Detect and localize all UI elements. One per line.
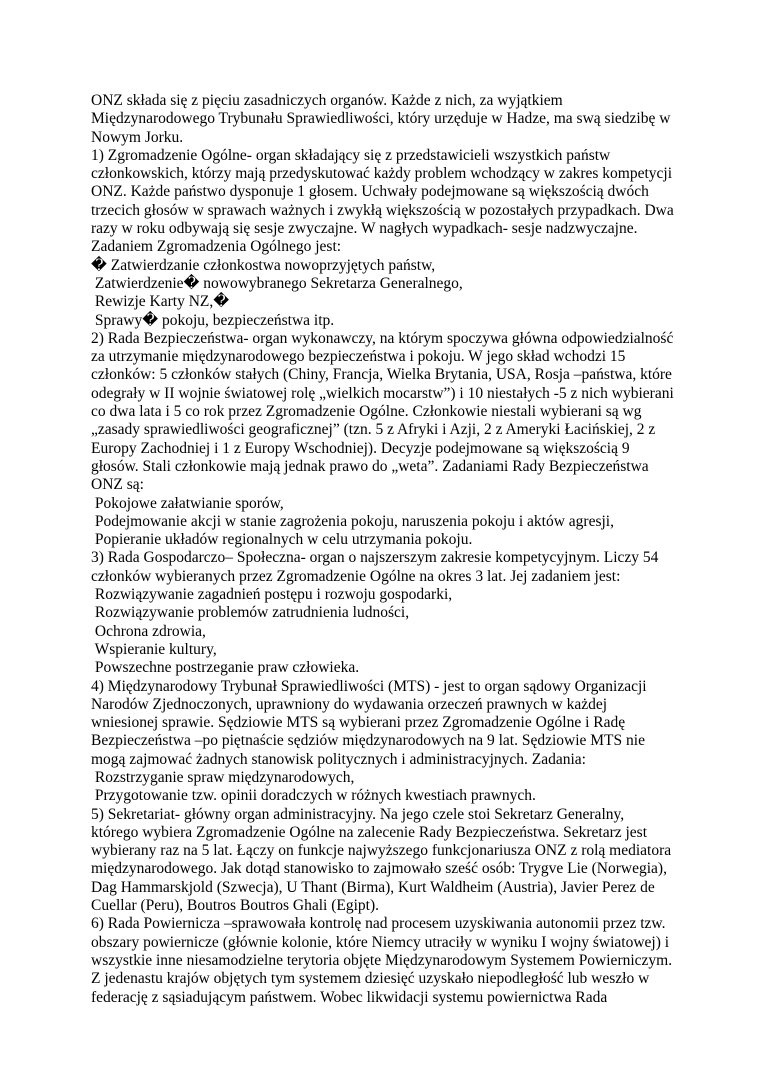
text-line: Wspieranie kultury,	[91, 640, 217, 658]
text-line: Bezpieczeństwa –po piętnaście sędziów międzynarodowych na 9 lat. Sędziowie MTS nie	[91, 732, 645, 750]
text-line: za utrzymanie międzynarodowego bezpieczeństwa i pokoju. W jego skład wchodzi 15	[91, 348, 626, 366]
text-line: Rozwiązywanie problemów zatrudnienia ludności,	[91, 604, 410, 622]
text-line: członkowskich, którzy mają przedyskutować każdy problem wchodzący w zakres kompetycji	[91, 165, 673, 183]
text-line: ONZ są:	[91, 476, 144, 494]
text-line: Międzynarodowego Trybunału Sprawiedliwości, który urzęduje w Hadze, ma swą siedzibę w	[91, 110, 671, 128]
text-line: Powszechne postrzeganie praw człowieka.	[91, 659, 360, 677]
text-line: Nowym Jorku.	[91, 128, 184, 146]
text-line: wniesionej sprawie. Sędziowie MTS są wybierani przez Zgromadzenie Ogólne i Radę	[91, 714, 626, 732]
text-line: razy w roku odbywają się sesje zwyczajne. W nagłych wypadkach- sesje nadzwyczajne.	[91, 220, 638, 238]
text-line: Zadaniem Zgromadzenia Ogólnego jest:	[91, 238, 342, 256]
text-line: Ochrona zdrowia,	[91, 622, 206, 640]
text-line: członków: 5 członków stałych (Chiny, Francja, Wielka Brytania, USA, Rosja –państwa, które	[91, 366, 672, 384]
text-line: trzecich głosów w sprawach ważnych i zwykłą większością w pozostałych przypadkach. Dwa	[91, 201, 674, 219]
text-line: federację z sąsiadującym państwem. Wobec likwidacji systemu powiernictwa Rada	[91, 988, 608, 1006]
text-line: 6) Rada Powiernicza –sprawowała kontrolę nad procesem uzyskiwania autonomii przez tzw.	[91, 915, 666, 933]
text-line: Rozstrzyganie spraw międzynarodowych,	[91, 768, 355, 786]
text-line: Cuellar (Peru), Boutros Boutros Ghali (Egipt).	[91, 897, 379, 915]
text-line: odegrały w II wojnie światowej rolę „wielkich mocarstw”) i 10 niestałych -5 z nich wybierani	[91, 384, 674, 402]
text-line: 1) Zgromadzenie Ogólne- organ składający się z przedstawicieli wszystkich państw	[91, 146, 611, 164]
text-line: Przygotowanie tzw. opinii doradczych w różnych kwestiach prawnych.	[91, 787, 536, 805]
text-line: Sprawy� pokoju, bezpieczeństwa itp.	[91, 311, 335, 329]
text-line: � Zatwierdzanie członkostwa nowoprzyjętych państw,	[91, 256, 436, 274]
text-line: ONZ. Każde państwo dysponuje 1 głosem. Uchwały podejmowane są większością dwóch	[91, 183, 649, 201]
text-line: członków wybieranych przez Zgromadzenie Ogólne na okres 3 lat. Jej zadaniem jest:	[91, 567, 621, 585]
text-line: 4) Międzynarodowy Trybunał Sprawiedliwości (MTS) - jest to organ sądowy Organizacji	[91, 677, 647, 695]
text-line: Podejmowanie akcji w stanie zagrożenia pokoju, naruszenia pokoju i aktów agresji,	[91, 512, 614, 530]
text-line: którego wybiera Zgromadzenie Ogólne na zalecenie Rady Bezpieczeństwa. Sekretarz jest	[91, 823, 648, 841]
text-line: ONZ składa się z pięciu zasadniczych organów. Każde z nich, za wyjątkiem	[91, 92, 563, 109]
text-line: międzynarodowego. Jak dotąd stanowisko to zajmowało sześć osób: Trygve Lie (Norwegia),	[91, 860, 667, 878]
text-line: obszary powiernicze (głównie kolonie, które Niemcy utraciły w wyniku I wojny światowej) i	[91, 933, 670, 951]
text-line: głosów. Stali członkowie mają jednak prawo do „weta”. Zadaniami Rady Bezpieczeństwa	[91, 457, 649, 475]
text-line: Popieranie układów regionalnych w celu utrzymania pokoju.	[91, 531, 473, 549]
text-line: „zasady sprawiedliwości geograficznej” (tzn. 5 z Afryki i Azji, 2 z Ameryki Łacińskiej, 2 z	[91, 421, 656, 439]
text-line: 5) Sekretariat- główny organ administracyjny. Na jego czele stoi Sekretarz Generalny,	[91, 805, 625, 823]
text-line: 2) Rada Bezpieczeństwa- organ wykonawczy, na którym spoczywa główna odpowiedzialność	[91, 329, 674, 347]
text-line: Pokojowe załatwianie sporów,	[91, 494, 284, 512]
text-line: Dag Hammarskjold (Szwecja), U Thant (Birma), Kurt Waldheim (Austria), Javier Perez de	[91, 878, 655, 896]
text-line: Europy Zachodniej i 1 z Europy Wschodniej). Decyzje podejmowane są większością 9	[91, 439, 630, 457]
text-line: Z jedenastu krajów objętych tym systemem dziesięć uzyskało niepodległość lub weszło w	[91, 970, 650, 988]
text-line: Zatwierdzenie� nowowybranego Sekretarza Generalnego,	[91, 274, 463, 292]
text-line: wszystkie inne niesamodzielne terytoria objęte Międzynarodowym Systemem Powierniczym.	[91, 951, 673, 969]
text-line: wybierany raz na 5 lat. Łączy on funkcje najwyższego funkcjonariusza ONZ z rolą mediatora	[91, 842, 672, 860]
text-line: Narodów Zjednoczonych, uprawniony do wydawania orzeczeń prawnych w każdej	[91, 695, 608, 713]
text-line: mogą zajmować żadnych stanowisk politycznych i administracyjnych. Zadania:	[91, 750, 586, 768]
text-line: Rozwiązywanie zagadnień postępu i rozwoju gospodarki,	[91, 586, 453, 604]
text-line: Rewizje Karty NZ,�	[91, 293, 230, 311]
text-line: co dwa lata i 5 co rok przez Zgromadzenie Ogólne. Członkowie niestali wybierani są wg	[91, 403, 642, 421]
text-line: 3) Rada Gospodarczo– Społeczna- organ o najszerszym zakresie kompetycyjnym. Liczy 54	[91, 549, 659, 567]
document-body	[91, 92, 681, 1007]
